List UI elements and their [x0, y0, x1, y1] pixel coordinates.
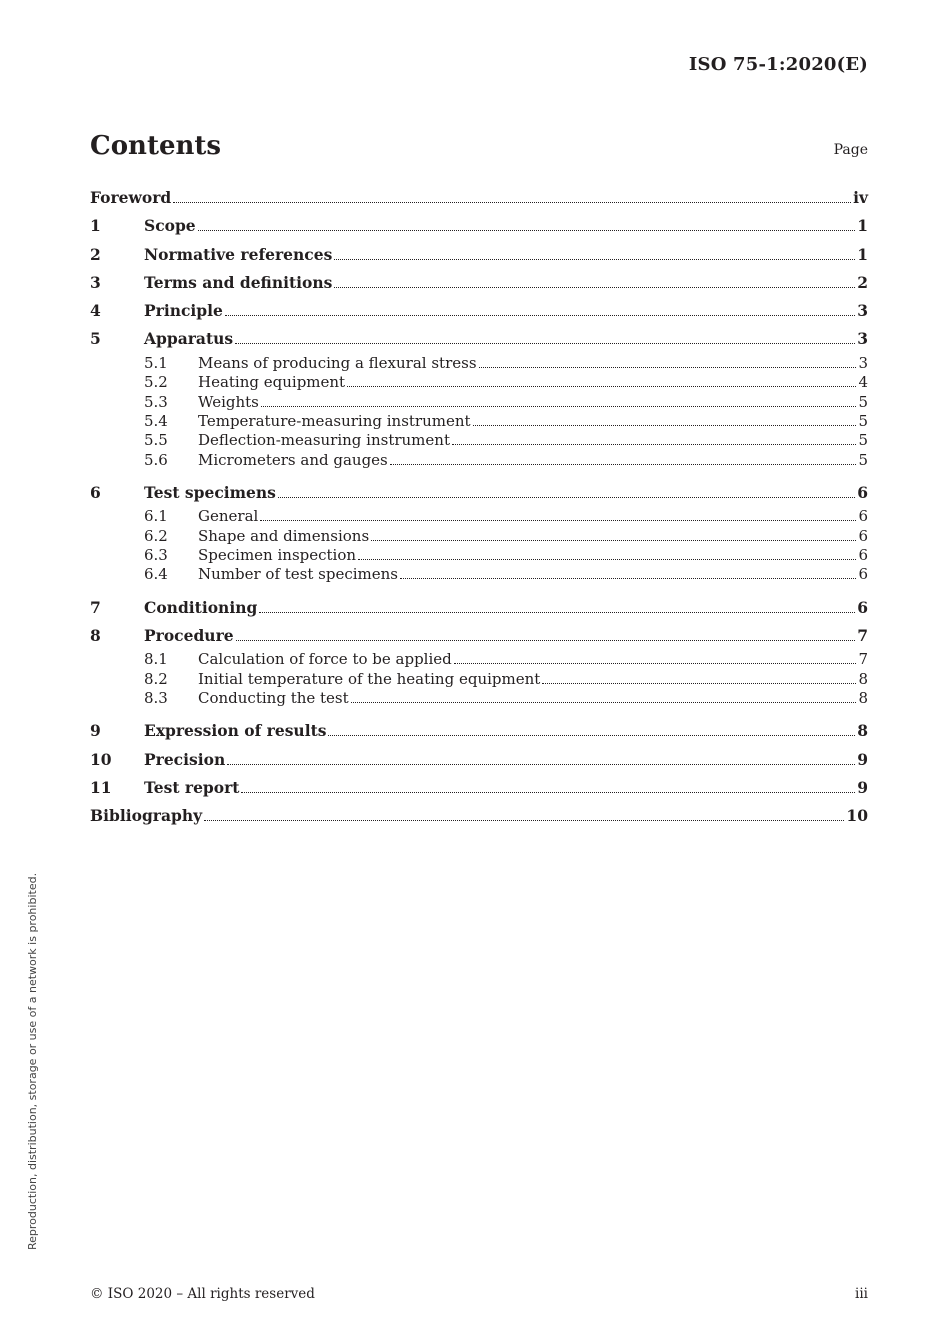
toc-subentry[interactable]	[90, 650, 868, 669]
toc-entry-page: 6	[858, 546, 868, 565]
dot-leader	[204, 820, 844, 821]
toc-entry-page: 8	[858, 689, 868, 708]
dot-leader	[347, 386, 856, 387]
toc-entry[interactable]	[90, 774, 868, 802]
dot-leader	[358, 559, 856, 560]
toc-entry-page: 3	[857, 329, 868, 349]
toc-entry-page: 4	[858, 373, 868, 392]
toc-entry-number: 8.3	[144, 689, 168, 708]
toc-entry-page: 1	[857, 216, 868, 236]
dot-leader	[235, 343, 855, 344]
toc-entry-number: 2	[90, 244, 101, 264]
toc-entry-number: 6.3	[144, 546, 168, 565]
toc-entry-page: 8	[857, 721, 868, 741]
toc-entry-number: 11	[90, 778, 112, 798]
page-column-label: Page	[833, 142, 868, 158]
dot-leader	[334, 259, 855, 260]
toc-entry-title: Expression of results	[144, 721, 327, 741]
toc-entry-title: Precision	[144, 749, 226, 769]
toc-entry[interactable]	[90, 325, 868, 353]
toc-entry-page: 2	[857, 272, 868, 292]
toc-entry-number: 5	[90, 329, 101, 349]
toc-entry-page: 9	[857, 778, 868, 798]
toc-entry-page: 6	[858, 565, 868, 584]
toc-entry-number: 5.3	[144, 392, 168, 411]
dot-leader	[390, 464, 857, 465]
toc-entry-number: 5.1	[144, 353, 168, 372]
toc-entry-title: Foreword	[90, 188, 172, 207]
toc-entry-title: Test report	[144, 778, 240, 798]
dot-leader	[371, 540, 856, 541]
toc-entry-title: Scope	[144, 216, 196, 236]
toc-entry[interactable]	[90, 622, 868, 650]
toc-entry[interactable]	[90, 241, 868, 269]
toc-entry[interactable]	[90, 184, 868, 212]
toc-entry-number: 6.4	[144, 565, 168, 584]
toc-entry-page: 7	[858, 650, 868, 669]
toc-subentry[interactable]	[90, 670, 868, 689]
toc-subentry[interactable]	[90, 507, 868, 526]
toc-entry-title: Heating equipment	[198, 373, 346, 392]
footer-page-number: iii	[855, 1286, 868, 1302]
toc-entry-number: 8.1	[144, 650, 168, 669]
dot-leader	[227, 764, 855, 765]
toc-entry-title: Terms and definitions	[144, 272, 333, 292]
dot-leader	[241, 792, 855, 793]
dot-leader	[351, 702, 857, 703]
toc-entry-title: Conducting the test	[198, 689, 349, 708]
toc-entry-title: Initial temperature of the heating equipment	[198, 669, 541, 688]
toc-entry-number: 1	[90, 216, 101, 236]
toc-entry-title: Procedure	[144, 626, 234, 646]
dot-leader	[334, 287, 855, 288]
dot-leader	[261, 406, 857, 407]
toc-entry-title: Deflection-measuring instrument	[198, 431, 450, 450]
toc-entry-number: 5.6	[144, 450, 168, 469]
dot-leader	[452, 444, 856, 445]
toc-entry-title: Shape and dimensions	[198, 526, 370, 545]
dot-leader	[225, 315, 855, 316]
dot-leader	[236, 640, 856, 641]
toc-entry-page: 5	[858, 431, 868, 450]
document-id: ISO 75-1:2020(E)	[688, 54, 868, 75]
side-notice	[10, 870, 39, 1250]
toc-subentry[interactable]	[90, 451, 868, 470]
toc-entry-number: 6.1	[144, 507, 168, 526]
toc-entry-number: 10	[90, 749, 112, 769]
toc-entry-number: 8.2	[144, 669, 168, 688]
toc-entry-title: General	[198, 507, 259, 526]
toc-entry-number: 6.2	[144, 526, 168, 545]
toc-entry[interactable]	[90, 717, 868, 745]
toc-subentry[interactable]	[90, 431, 868, 450]
toc-entry-page: 6	[857, 483, 868, 503]
dot-leader	[173, 202, 851, 203]
toc-entry[interactable]	[90, 297, 868, 325]
toc-entry-page: 6	[858, 526, 868, 545]
toc-entry[interactable]	[90, 594, 868, 622]
dot-leader	[198, 230, 856, 231]
toc-entry-title: Normative references	[144, 244, 333, 264]
toc-entry-page: 6	[857, 597, 868, 617]
toc-entry-page: 6	[858, 507, 868, 526]
toc-entry-number: 7	[90, 597, 101, 617]
toc-entry-page: 1	[857, 244, 868, 264]
toc-entry-page: 3	[857, 301, 868, 321]
toc-subentry[interactable]	[90, 565, 868, 584]
toc-entry-page: 5	[858, 411, 868, 430]
dot-leader	[259, 612, 855, 613]
toc-subentry[interactable]	[90, 354, 868, 373]
toc-entry-number: 4	[90, 301, 101, 321]
toc-entry[interactable]	[90, 802, 868, 830]
toc-entry[interactable]	[90, 746, 868, 774]
toc-entry-number: 5.4	[144, 411, 168, 430]
toc-entry-title: Calculation of force to be applied	[198, 650, 452, 669]
toc-entry[interactable]	[90, 269, 868, 297]
toc-entry-title: Specimen inspection	[198, 546, 357, 565]
toc-entry-title: Test specimens	[144, 483, 276, 503]
toc-entry-number: 5.2	[144, 373, 168, 392]
toc-entry-number: 9	[90, 721, 101, 741]
toc-subentry[interactable]	[90, 373, 868, 392]
toc-entry-page: iv	[853, 188, 868, 207]
toc-entry-page: 5	[858, 392, 868, 411]
toc-subentry[interactable]	[90, 527, 868, 546]
toc-entry-title: Weights	[198, 392, 259, 411]
toc-entry-title: Conditioning	[144, 597, 258, 617]
toc-entry-page: 3	[858, 353, 868, 372]
dot-leader	[278, 497, 855, 498]
dot-leader	[260, 520, 856, 521]
toc-entry-page: 10	[846, 806, 868, 826]
dot-leader	[400, 578, 856, 579]
toc-entry-title: Means of producing a flexural stress	[198, 353, 477, 372]
toc-entry-title: Bibliography	[90, 806, 203, 826]
dot-leader	[473, 425, 857, 426]
toc-entry-page: 5	[858, 450, 868, 469]
dot-leader	[328, 735, 855, 736]
toc-subentry[interactable]	[90, 412, 868, 431]
toc-subentry[interactable]	[90, 546, 868, 565]
table-of-contents	[90, 184, 868, 831]
toc-entry-title: Micrometers and gauges	[198, 450, 388, 469]
side-notice-text: Reproduction, distribution, storage or use of a network is prohibited.	[26, 872, 39, 1250]
toc-entry-number: 5.5	[144, 431, 168, 450]
dot-leader	[454, 663, 857, 664]
toc-entry-number: 6	[90, 483, 101, 503]
toc-subentry[interactable]	[90, 689, 868, 708]
contents-title: Contents	[90, 131, 222, 161]
toc-entry[interactable]	[90, 479, 868, 507]
toc-entry-page: 8	[858, 669, 868, 688]
toc-entry-number: 3	[90, 272, 101, 292]
toc-entry[interactable]	[90, 212, 868, 240]
toc-entry-number: 8	[90, 626, 101, 646]
toc-entry-page: 7	[857, 626, 868, 646]
dot-leader	[479, 367, 857, 368]
toc-entry-page: 9	[857, 749, 868, 769]
toc-entry-title: Number of test specimens	[198, 565, 399, 584]
toc-subentry[interactable]	[90, 393, 868, 412]
footer-copyright: © ISO 2020 – All rights reserved	[90, 1286, 315, 1302]
dot-leader	[542, 683, 856, 684]
toc-entry-title: Temperature-measuring instrument	[198, 411, 471, 430]
toc-entry-title: Apparatus	[144, 329, 234, 349]
toc-entry-title: Principle	[144, 301, 223, 321]
